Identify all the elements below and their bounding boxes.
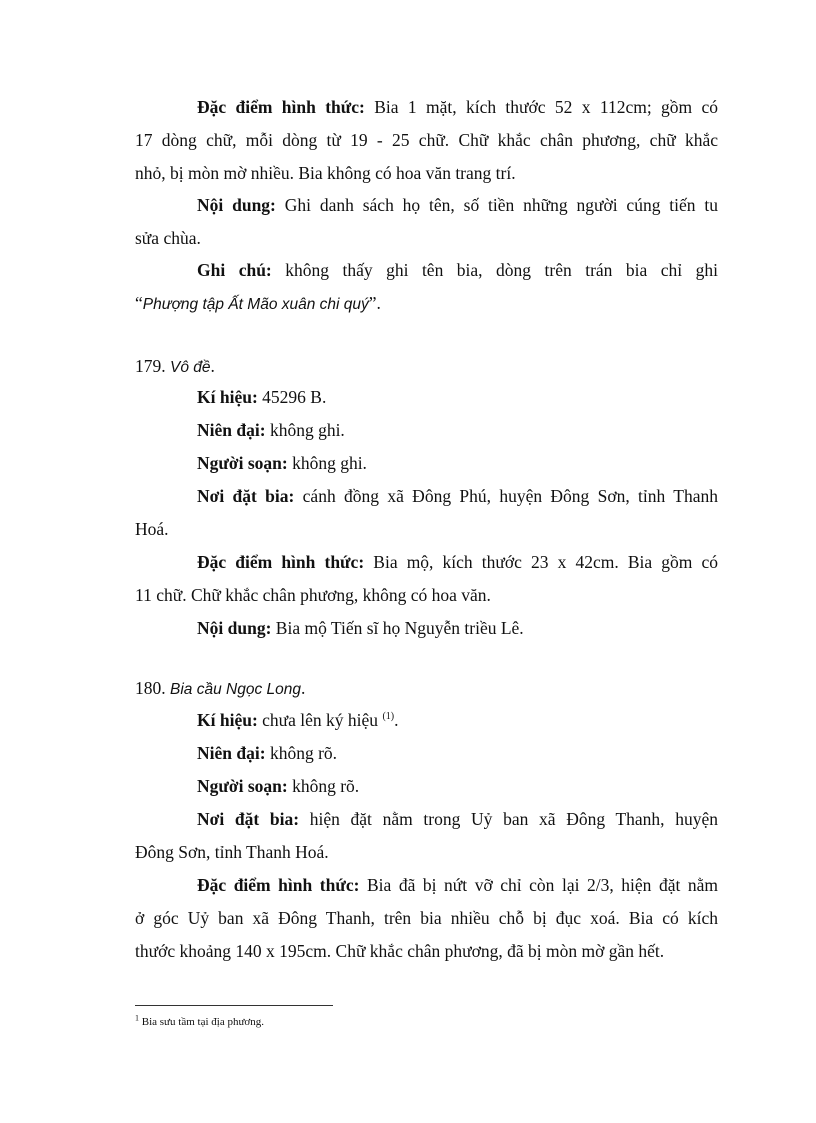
form-label: Đặc điểm hình thức: <box>197 97 365 117</box>
form-text: Bia 1 mặt, kích thước 52 x 112cm; gồm có <box>374 97 719 117</box>
content-value: Bia mộ Tiến sĩ họ Nguyễn triều Lê. <box>275 618 524 638</box>
content-paragraph-top <box>135 189 718 255</box>
entry-179-heading <box>135 350 215 384</box>
quote-mark: ”. <box>368 293 381 313</box>
footnote-separator <box>135 1005 333 1006</box>
footnote-marker: 1 <box>135 1013 139 1023</box>
form-line <box>135 869 718 902</box>
footnote-text: Bia sưu tầm tại địa phương. <box>141 1016 264 1028</box>
note-text: không thấy ghi tên bia, dòng trên trán bia chỉ ghi <box>285 260 718 280</box>
content-line <box>135 612 718 645</box>
form-value: Bia đã bị nứt vỡ chỉ còn lại 2/3, hiện đặt nằm <box>367 875 719 895</box>
content-text-line: sửa chùa. <box>135 228 201 248</box>
symbol-end: . <box>394 710 399 730</box>
form-line <box>135 546 718 579</box>
entry-title: Vô đề <box>170 359 211 376</box>
era-label: Niên đại: <box>197 743 266 763</box>
era-line <box>135 737 718 770</box>
author-value: không ghi. <box>292 453 367 473</box>
footnote <box>135 1015 264 1029</box>
form-value-line: ở góc Uỷ ban xã Đông Thanh, trên bia nhiều chỗ bị đục xoá. Bia có kích <box>135 908 718 928</box>
era-line <box>135 414 718 447</box>
era-label: Niên đại: <box>197 420 266 440</box>
entry-180-heading <box>135 672 305 706</box>
content-label: Nội dung: <box>197 195 276 215</box>
form-value-line: thước khoảng 140 x 195cm. Chữ khắc chân phương, đã bị mòn mờ gần hết. <box>135 941 665 961</box>
author-line <box>135 770 718 803</box>
symbol-label: Kí hiệu: <box>197 710 258 730</box>
note-paragraph-top <box>135 254 718 321</box>
entry-title: Bia cầu Ngọc Long <box>170 681 301 698</box>
author-value: không rõ. <box>292 776 360 796</box>
form-text-line: 17 dòng chữ, mỗi dòng từ 19 - 25 chữ. Chữ khắc chân phương, chữ khắc <box>135 130 718 150</box>
form-text-line: nhỏ, bị mòn mờ nhiều. Bia không có hoa văn trang trí. <box>135 163 516 183</box>
location-label: Nơi đặt bia: <box>197 809 300 829</box>
quote-mark: “ <box>135 293 143 313</box>
quote-text: Phượng tập Ất Mão xuân chi quý <box>142 296 369 313</box>
form-paragraph-top <box>135 91 718 190</box>
entry-title-end: . <box>300 678 306 698</box>
era-value: không rõ. <box>269 743 338 763</box>
era-value: không ghi. <box>269 420 345 440</box>
author-line <box>135 447 718 480</box>
entry-number: 180. <box>135 678 166 698</box>
symbol-value: 45296 B. <box>262 387 327 407</box>
author-label: Người soạn: <box>197 453 288 473</box>
location-value: cánh đồng xã Đông Phú, huyện Đông Sơn, tỉnh Thanh <box>302 486 718 506</box>
content-text: Ghi danh sách họ tên, số tiền những người cúng tiến tu <box>284 195 718 215</box>
entry-179-fields <box>135 381 718 645</box>
entry-180-fields <box>135 704 718 968</box>
footnote-reference[interactable]: (1) <box>382 711 395 723</box>
entry-number: 179. <box>135 356 166 376</box>
form-value: Bia mộ, kích thước 23 x 42cm. Bia gồm có <box>373 552 719 572</box>
form-value-line: 11 chữ. Chữ khắc chân phương, không có hoa văn. <box>135 585 491 605</box>
note-label: Ghi chú: <box>197 260 272 280</box>
entry-title-end: . <box>210 356 215 376</box>
form-label: Đặc điểm hình thức: <box>197 875 360 895</box>
location-line <box>135 803 718 836</box>
symbol-label: Kí hiệu: <box>197 387 258 407</box>
location-value-line: Hoá. <box>135 519 169 539</box>
symbol-line <box>135 381 718 414</box>
author-label: Người soạn: <box>197 776 288 796</box>
location-value-line: Đông Sơn, tỉnh Thanh Hoá. <box>135 842 329 862</box>
form-label: Đặc điểm hình thức: <box>197 552 365 572</box>
location-value: hiện đặt nằm trong Uỷ ban xã Đông Thanh, huyện <box>309 809 718 829</box>
symbol-line <box>135 704 718 737</box>
content-label: Nội dung: <box>197 618 272 638</box>
location-label: Nơi đặt bia: <box>197 486 295 506</box>
location-line <box>135 480 718 513</box>
symbol-value: chưa lên ký hiệu <box>262 710 379 730</box>
